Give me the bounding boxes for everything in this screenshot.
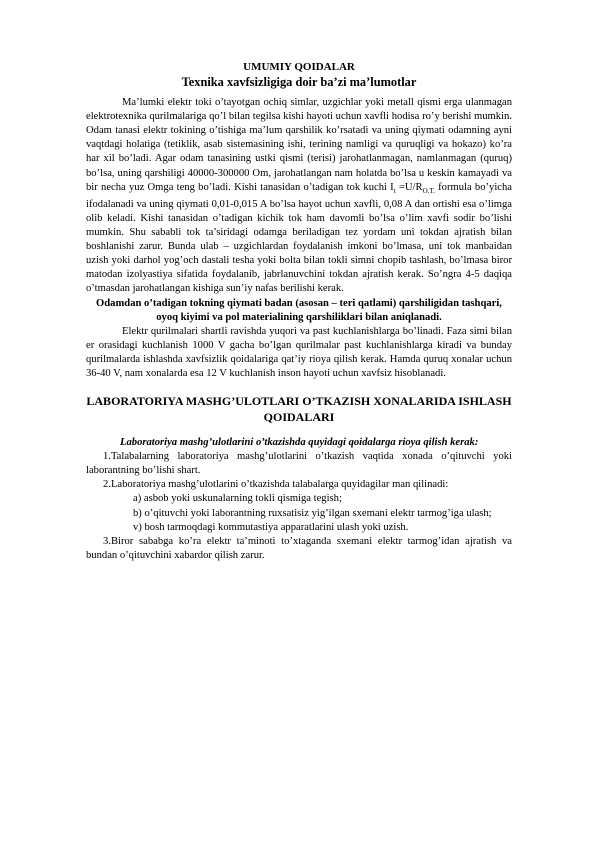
rule-item-2: 2.Laboratoriya mashg’ulotlarini o’tkazishda talabalarga quyidagilar man qilinadi: — [103, 479, 449, 491]
rule-item-3: 3.Biror sababga ko’ra elektr ta’minoti to’xtaganda sxemani elektr tarmog’idan ajratish va bundan o’qituvchini xabardor qilish zarur. — [86, 535, 512, 561]
paragraph-text-part1: Ma’lumki elektr toki o’tayotgan ochiq simlar, uzgichlar yoki metall qismi erga ulanmagan elektrotexnika qurilmalariga qo’l bilan tegilsa kishi hayoti uchun xavfli hodisa ro’y berishi mumkin. Odam tanasi elektr tokining o’tishiga ma’lum qarshilik ko’rsatadi va uning qiymati odamning ayni vaqtdagi holatiga (tetiklik, asab sistemasining ishi, terining namligi va quruqligi va hokazo) ko’ra har xil bo’ladi. Agar odam tanasining ustki qismi (terisi) jarohatlanmagan, namlanmagan (quruq) bo’lsa, uning qarshiligi 40000-300000 Om, jarohatlangan nam holatda bo’lsa u keskin kamayadi va bir necha yuz Omga teng bo’ladi. Kishi tanasidan o’tadigan tok kuchi I — [86, 97, 512, 193]
lab-rules-intro: Laboratoriya mashg’ulotlarini o’tkazishda quyidagi qoidalarga rioya qilish kerak: — [120, 437, 479, 449]
document-page — [86, 60, 512, 563]
rule-item-2v: v) bosh tarmoqdagi kommutastiya apparatlarini ulash yoki uzish. — [133, 521, 409, 533]
section-title: UMUMIY QOIDALAR — [243, 61, 355, 73]
paragraph-text-part2: =U/R — [395, 181, 423, 193]
subscript-t: t — [393, 186, 396, 195]
rule-item-1: 1.Talabalarning laboratoriya mashg’ulotlarini o’tkazish vaqtida xonada o’qituvchi yoki laborantning bo’lishi shart. — [86, 451, 512, 477]
section-subtitle: Texnika xavfsizligiga doir ba’zi ma’lumotlar — [181, 75, 417, 90]
subscript-ot: O.T. — [422, 186, 435, 195]
paragraph-voltage: Elektr qurilmalari shartli ravishda yuqori va past kuchlanishlarga bo’linadi. Faza simi bilan er orasidagi kuchlanish 1000 V gacha bo’lgan qurilmalar past kuchlanishlarga kiradi va bunday qurilmalarda ishlashda xavfsizlik qoidalariga qat’iy rioya qilish kerak. Hamda quruq xonalar uchun 36-40 V, nam xonalarda esa 12 V kuchlanish inson hayoti uchun xavfsiz hisoblanadi. — [86, 325, 512, 379]
bold-heading-current-value: Odamdan o’tadigan tokning qiymati badan (asosan – teri qatlami) qarshiligidan tashqari, oyoq kiyimi va pol materialining qarshiliklari bilan aniqlanadi. — [96, 297, 502, 323]
lab-rules-heading: LABORATORIYA MASHG’ULOTLARI O’TKAZISH XONALARIDA ISHLASH QOIDALARI — [86, 394, 512, 425]
paragraph-text-part3: formula bo’yicha ifodalanadi va uning qiymati 0,01-0,015 A bo’lsa hayot uchun xavfli, 0,08 A dan ortishi esa o’limga olib keladi. Kishi tanasidan o’tadigan kichik tok ham davomli bo’lsa o’lim xavfi sodir bo’lishi mumkin. Shu sababli tok ta’siridagi odamga beriladigan tez yordam uni tokdan ajratish bilan boshlanishi zarur. Bunda ulab – uzgichlardan foydalanish imkoni bo’lmasa, uni tok manbaidan uzish yoki darhol yog’och dastali tesha yoki bolta bilan tokli simni chopib tashlash, bo’lmasa biror matodan izolyastiya sifatida foydalanib, jabrlanuvchini tokdan ajratish kerak. So’ngra 4-5 daqiqa o’tmasdan jarohatlangan kishiga sun’iy nafas berilishi kerak. — [86, 181, 512, 295]
rule-item-2b: b) o’qituvchi yoki laborantning ruxsatisiz yig’ilgan sxemani elektr tarmog’iga ulash; — [133, 507, 492, 519]
paragraph-electric-safety — [86, 96, 512, 296]
rule-item-2a: a) asbob yoki uskunalarning tokli qismiga tegish; — [133, 493, 342, 505]
